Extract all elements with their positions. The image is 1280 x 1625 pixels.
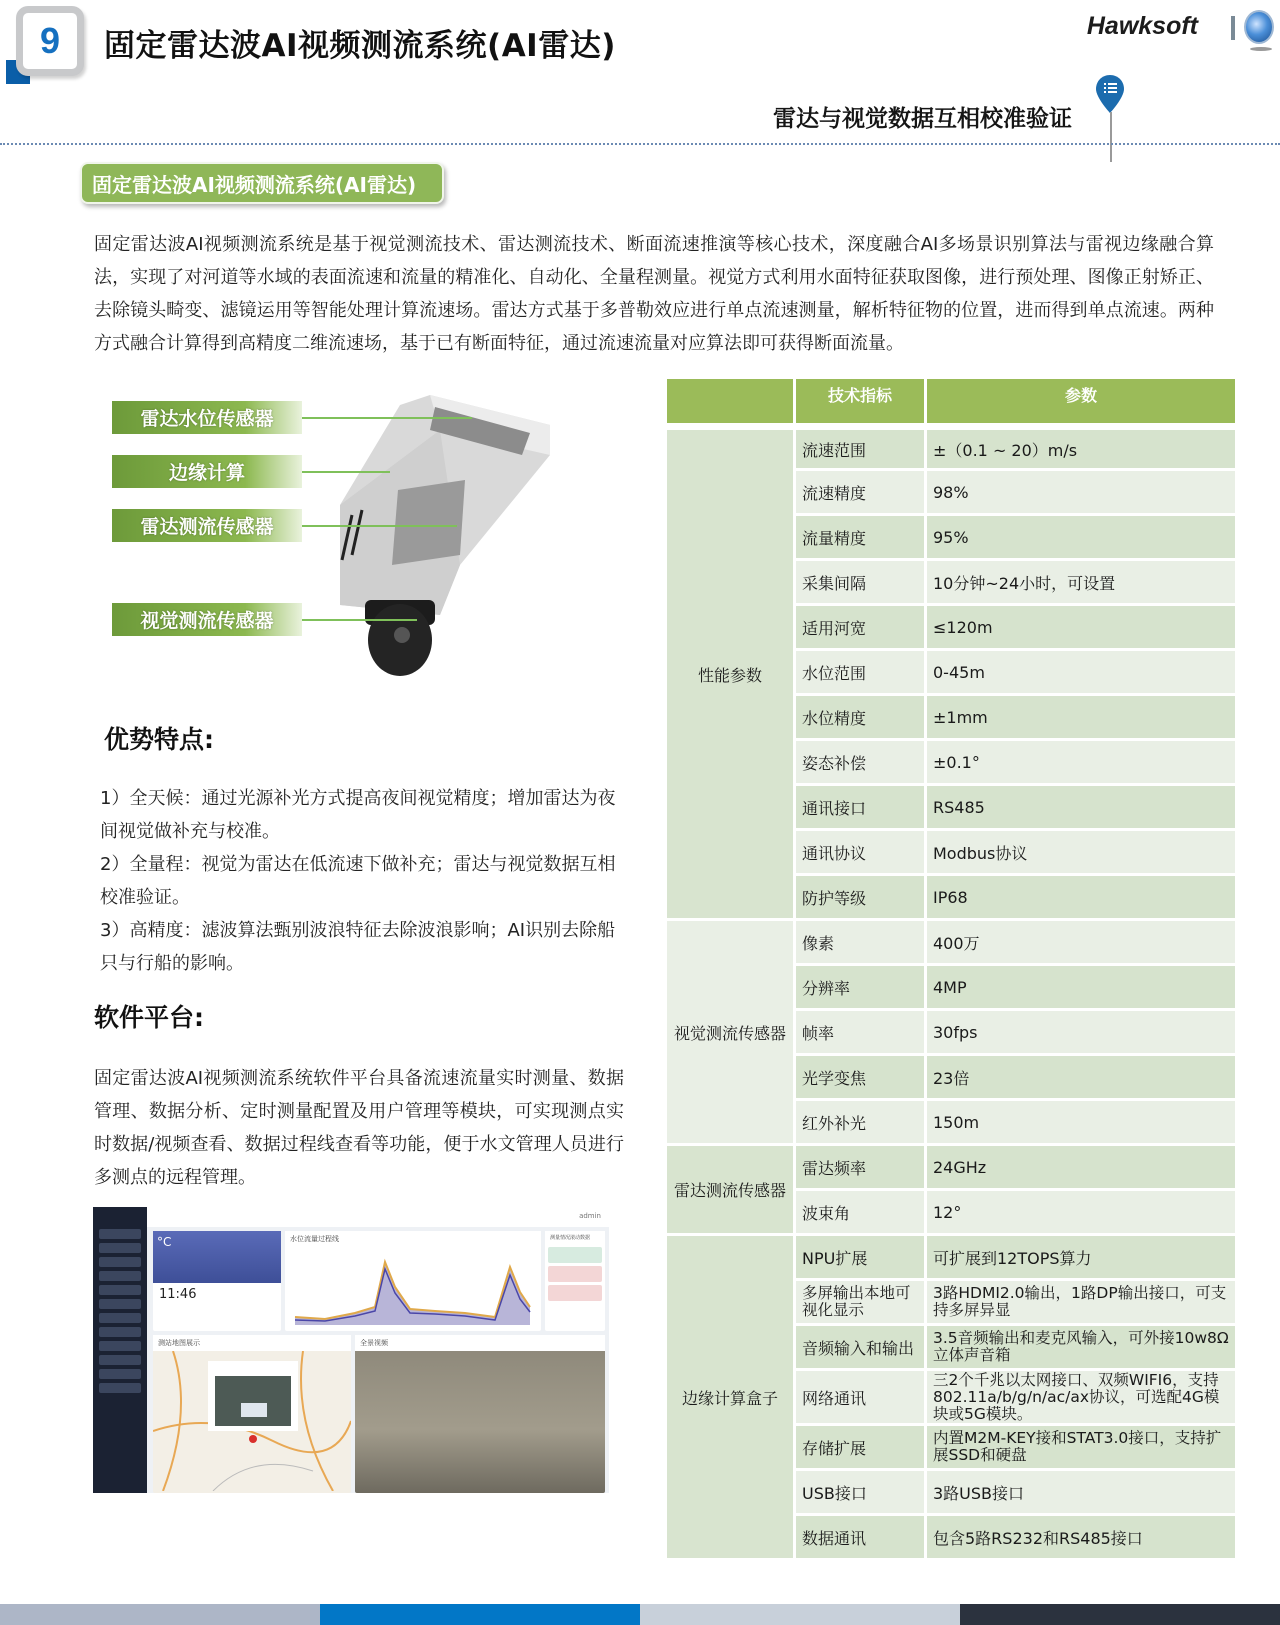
table-row: 帧率 30fps — [667, 1011, 1235, 1053]
table-row: 光学变焦 23倍 — [667, 1056, 1235, 1098]
sw-user: admin — [579, 1212, 601, 1220]
advantage-item: 3）高精度：滤波算法甄别波浪特征去除波浪影响；AI识别去除船只与行船的影响。 — [100, 920, 616, 974]
table-row: 分辨率 4MP — [667, 966, 1235, 1008]
advantages-heading: 优势特点: — [104, 725, 214, 754]
sw-hydrograph — [285, 1247, 541, 1331]
callout-visual-flow: 视觉测流传感器 — [112, 603, 302, 636]
table-row: 流量精度 95% — [667, 516, 1235, 558]
product-diagram — [100, 385, 580, 705]
sw-topbar — [147, 1207, 609, 1227]
sw-weather-card: °C 11:46 — [153, 1231, 281, 1331]
sw-video-card: 全景视频 — [355, 1335, 605, 1493]
page-number-badge — [16, 6, 84, 76]
page-title: 固定雷达波AI视频测流系统(AI雷达) — [104, 28, 616, 64]
spec-table — [664, 376, 1238, 1561]
sw-sidebar — [93, 1207, 147, 1493]
table-row: 音频输入和输出 3.5音频输出和麦克风输入，可外接10w8Ω立体声音箱 — [667, 1326, 1235, 1368]
table-row: 多屏输出本地可视化显示 3路HDMI2.0输出，1路DP输出接口，可支持多屏异显 — [667, 1281, 1235, 1323]
sw-map-card: 测站地图展示 — [153, 1335, 351, 1493]
table-row: 流速精度 98% — [667, 471, 1235, 513]
callout-radar-flow: 雷达测流传感器 — [112, 509, 302, 542]
software-screenshot — [93, 1207, 609, 1493]
section-tag-label: 固定雷达波AI视频测流系统(AI雷达) — [92, 172, 417, 197]
intro-paragraph: 固定雷达波AI视频测流系统是基于视觉测流技术、雷达测流技术、断面流速推演等核心技术，深度融合AI多场景识别算法与雷视边缘融合算法，实现了对河道等水域的表面流速和流量的精准化、自动化、全量程测量。视觉方式利用水面特征获取图像，进行预处理、图像正射矫正、去除镜头畸变、滤镜运用等智能处理计算流速场。雷达方式基于多普勒效应进行单点流速测量，解析特征物的位置，进而得到单点流速。两种方式融合计算得到高精度二维流速场，基于已有断面特征，通过流速流量对应算法即可获得断面流量。 — [94, 234, 1214, 354]
table-row: 水位范围 0-45m — [667, 651, 1235, 693]
list-map-pin-icon — [1095, 74, 1125, 114]
leader-line — [302, 471, 390, 473]
footer-bar — [0, 1604, 320, 1625]
page-subtitle: 雷达与视觉数据互相校准验证 — [773, 106, 1072, 132]
brand-name: Hawksoft — [1086, 12, 1198, 40]
table-row: 波束角 12° — [667, 1191, 1235, 1233]
table-row: 性能参数 流速范围 ±（0.1 ~ 20）m/s — [667, 426, 1235, 468]
sw-clock: 11:46 — [159, 1287, 197, 1302]
sw-map — [153, 1351, 351, 1491]
leader-line — [302, 619, 417, 621]
section-tag — [80, 162, 444, 204]
brand-divider — [1231, 16, 1235, 40]
table-row: 数据通讯 包含5路RS232和RS485接口 — [667, 1516, 1235, 1558]
group-radar-sensor: 雷达测流传感器 — [667, 1146, 793, 1233]
sw-hydrograph-card: 水位流量过程线 — [285, 1231, 541, 1331]
sw-events-card: 测量情况滚动数据 — [545, 1231, 605, 1331]
leader-line — [302, 417, 472, 419]
group-performance: 性能参数 — [667, 426, 793, 918]
table-row: 通讯接口 RS485 — [667, 786, 1235, 828]
footer-bar — [640, 1604, 960, 1625]
table-row: 水位精度 ±1mm — [667, 696, 1235, 738]
table-row: 雷达测流传感器 雷达频率 24GHz — [667, 1146, 1235, 1188]
table-row: 采集间隔 10分钟~24小时，可设置 — [667, 561, 1235, 603]
header-divider — [0, 143, 1280, 145]
table-row: 网络通讯 三2个千兆以太网接口、双频WIFI6，支持802.11a/b/g/n/ac/ax协议，可选配4G模块或5G模块。 — [667, 1371, 1235, 1423]
advantages-list — [100, 782, 620, 980]
table-row: 边缘计算盒子 NPU扩展 可扩展到12TOPS算力 — [667, 1236, 1235, 1278]
table-row: 姿态补偿 ±0.1° — [667, 741, 1235, 783]
table-header-group — [667, 379, 793, 423]
table-row: 适用河宽 ≤120m — [667, 606, 1235, 648]
table-row: 存储扩展 内置M2M-KEY接和STAT3.0接口，支持扩展SSD和硬盘 — [667, 1426, 1235, 1468]
software-paragraph: 固定雷达波AI视频测流系统软件平台具备流速流量实时测量、数据管理、数据分析、定时测量配置及用户管理等模块，可实现测点实时数据/视频查看、数据过程线查看等功能，便于水文管理人员进行多测点的远程管理。 — [94, 1068, 624, 1188]
pin-stem — [1110, 112, 1112, 162]
table-header-parameter: 参数 — [927, 379, 1235, 423]
advantage-item: 2）全量程：视觉为雷达在低流速下做补充；雷达与视觉数据互相校准验证。 — [100, 854, 616, 908]
advantage-item: 1）全天候：通过光源补光方式提高夜间视觉精度；增加雷达为夜间视觉做补充与校准。 — [100, 788, 616, 842]
group-edge-box: 边缘计算盒子 — [667, 1236, 793, 1558]
page-number: 9 — [39, 20, 61, 61]
software-heading: 软件平台: — [94, 1003, 204, 1032]
table-header-indicator: 技术指标 — [796, 379, 924, 423]
footer-bar — [320, 1604, 640, 1625]
leader-line — [302, 525, 457, 527]
table-row: 通讯协议 Modbus协议 — [667, 831, 1235, 873]
footer-color-bars — [0, 1604, 1280, 1625]
callout-edge-computing: 边缘计算 — [112, 455, 302, 488]
table-row: USB接口 3路USB接口 — [667, 1471, 1235, 1513]
hawksoft-logo-icon — [1244, 10, 1274, 44]
group-visual-sensor: 视觉测流传感器 — [667, 921, 793, 1143]
table-row: 视觉测流传感器 像素 400万 — [667, 921, 1235, 963]
footer-bar — [960, 1604, 1280, 1625]
callout-radar-water-level: 雷达水位传感器 — [112, 401, 302, 434]
radar-device-illustration — [330, 385, 570, 685]
table-row: 防护等级 IP68 — [667, 876, 1235, 918]
table-row: 红外补光 150m — [667, 1101, 1235, 1143]
